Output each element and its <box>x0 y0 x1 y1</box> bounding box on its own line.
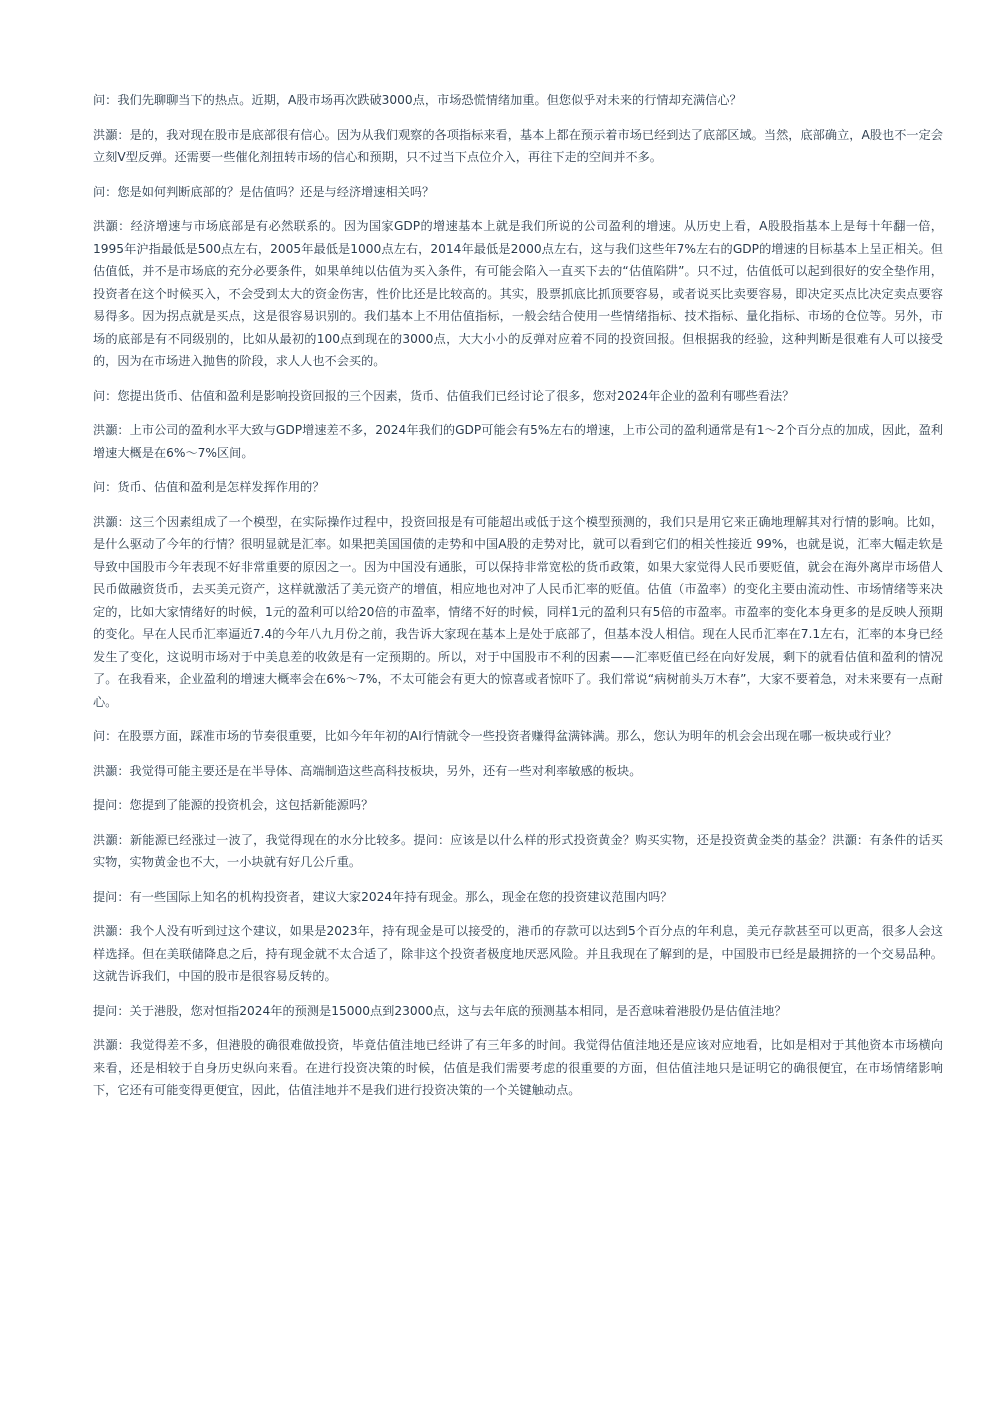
paragraph-question-4: 问：货币、估值和盈利是怎样发挥作用的？ <box>93 480 325 494</box>
paragraph-answer-7: 洪灝：我个人没有听到过这个建议，如果是2023年，持有现金是可以接受的，港币的存款可以达到5个百分点的年利息，美元存款甚至可以更高，很多人会这样选择。但在美联储降息之后，持有现金就不太合适了，除非这个投资者极度地厌恶风险。并且我现在了解到的是，中国股市已经是最拥挤的一个交易品种。这就告诉我们，中国的股市是很容易反转的。 <box>93 924 943 983</box>
paragraph-question-6: 提问：您提到了能源的投资机会，这包括新能源吗？ <box>93 798 374 812</box>
paragraph-answer-4: 洪灝：这三个因素组成了一个模型，在实际操作过程中，投资回报是有可能超出或低于这个模型预测的，我们只是用它来正确地理解其对行情的影响。比如，是什么驱动了今年的行情？很明显就是汇率。如果把美国国债的走势和中国A股的走势对比，就可以看到它们的相关性接近 99%，也就是说，汇率大幅走软是导致中国股市今年表现不好非常重要的原因之一。因为中国没有通胀，可以保持非常宽松的货币政策，如果大家觉得人民币要贬值，就会在海外离岸市场借人民币做融资货币，去买美元资产，这样就激活了美元资产的增值，相应地也对冲了人民币汇率的贬值。估值（市盈率）的变化主要由流动性、市场情绪等来决定的，比如大家情绪好的时候，1元的盈利可以给20倍的市盈率，情绪不好的时候，同样1元的盈利只有5倍的市盈率。市盈率的变化本身更多的是反映人预期的变化。早在人民币汇率逼近7.4的今年八九月份之前，我告诉大家现在基本上是处于底部了，但基本没人相信。现在人民币汇率在7.1左右，汇率的本身已经发生了变化，这说明市场对于中美息差的收敛是有一定预期的。所以，对于中国股市不利的因素——汇率贬值已经在向好发展，剩下的就看估值和盈利的情况了。在我看来，企业盈利的增速大概率会在6%～7%，不太可能会有更大的惊喜或者惊吓了。我们常说“病树前头万木春”，大家不要着急，对未来要有一点耐心。 <box>93 514 943 709</box>
paragraph-question-8: 提问：关于港股，您对恒指2024年的预测是15000点到23000点，这与去年底的预测基本相同，是否意味着港股仍是估值洼地？ <box>93 1003 787 1018</box>
paragraph-question-1: 问：我们先聊聊当下的热点。近期，A股市场再次跌破3000点，市场恐慌情绪加重。但您似乎对未来的行情却充满信心？ <box>93 93 742 107</box>
paragraph-answer-8: 洪灝：我觉得差不多，但港股的确很难做投资，毕竟估值洼地已经讲了有三年多的时间。我觉得估值洼地还是应该对应地看，比如是相对于其他资本市场横向来看，还是相较于自身历史纵向来看。在进行投资决策的时候，估值是我们需要考虑的很重要的方面，但估值洼地只是证明它的确很便宜，在市场情绪影响下，它还有可能变得更便宜，因此，估值洼地并不是我们进行投资决策的一个关键触动点。 <box>93 1038 943 1097</box>
paragraph-answer-1: 洪灝：是的，我对现在股市是底部很有信心。因为从我们观察的各项指标来看，基本上都在预示着市场已经到达了底部区域。当然，底部确立，A股也不一定会立刻V型反弹。还需要一些催化剂扭转市场的信心和预期，只不过当下点位介入，再往下走的空间并不多。 <box>93 127 943 164</box>
paragraph-answer-2: 洪灝：经济增速与市场底部是有必然联系的。因为国家GDP的增速基本上就是我们所说的公司盈利的增速。从历史上看，A股股指基本上是每十年翻一倍， 1995年沪指最低是500点左右，2005年最低是1000点左右，2014年最低是2000点左右，这与我们这些年7%左右的GDP的增速的目标基本上呈正相关。但估值低，并不是市场底的充分必要条件，如果单纯以估值为买入条件，有可能会陷入一直买下去的“估值陷阱”。只不过，估值低可以起到很好的安全垫作用，投资者在这个时候买入，不会受到太大的资金伤害，性价比还是比较高的。其实，股票抓底比抓顶要容易，或者说买比卖要容易，即决定买点比决定卖点要容易得多。因为拐点就是买点，这是很容易识别的。我们基本上不用估值指标，一般会结合使用一些情绪指标、技术指标、量化指标、市场的仓位等。另外，市场的底部是有不同级别的，比如从最初的100点到现在的3000点，大大小小的反弹对应着不同的投资回报。但根据我的经验，这种判断是很难有人可以接受的，因为在市场进入抛售的阶段，求人人也不会买的。 <box>93 219 943 368</box>
paragraph-question-3: 问：您提出货币、估值和盈利是影响投资回报的三个因素，货币、估值我们已经讨论了很多，您对2024年企业的盈利有哪些看法？ <box>93 388 795 403</box>
paragraph-question-5: 问：在股票方面，踩准市场的节奏很重要，比如今年年初的AI行情就令一些投资者赚得盆满钵满。那么，您认为明年的机会会出现在哪一板块或行业？ <box>93 729 898 743</box>
paragraph-question-2: 问：您是如何判断底部的？是估值吗？还是与经济增速相关吗？ <box>93 184 435 199</box>
paragraph-answer-5: 洪灝：我觉得可能主要还是在半导体、高端制造这些高科技板块，另外，还有一些对利率敏感的板块。 <box>93 763 642 778</box>
document-body <box>93 89 943 1114</box>
paragraph-question-7: 提问：有一些国际上知名的机构投资者，建议大家2024年持有现金。那么，现金在您的投资建议范围内吗？ <box>93 889 673 904</box>
paragraph-answer-6: 洪灝：新能源已经涨过一波了，我觉得现在的水分比较多。提问：应该是以什么样的形式投资黄金？购买实物，还是投资黄金类的基金？洪灝：有条件的话买实物，实物黄金也不大，一小块就有好几公斤重。 <box>93 832 943 869</box>
paragraph-answer-3: 洪灝：上市公司的盈利水平大致与GDP增速差不多，2024年我们的GDP可能会有5%左右的增速，上市公司的盈利通常是有1～2个百分点的加成，因此，盈利增速大概是在6%～7%区间。 <box>93 423 943 460</box>
